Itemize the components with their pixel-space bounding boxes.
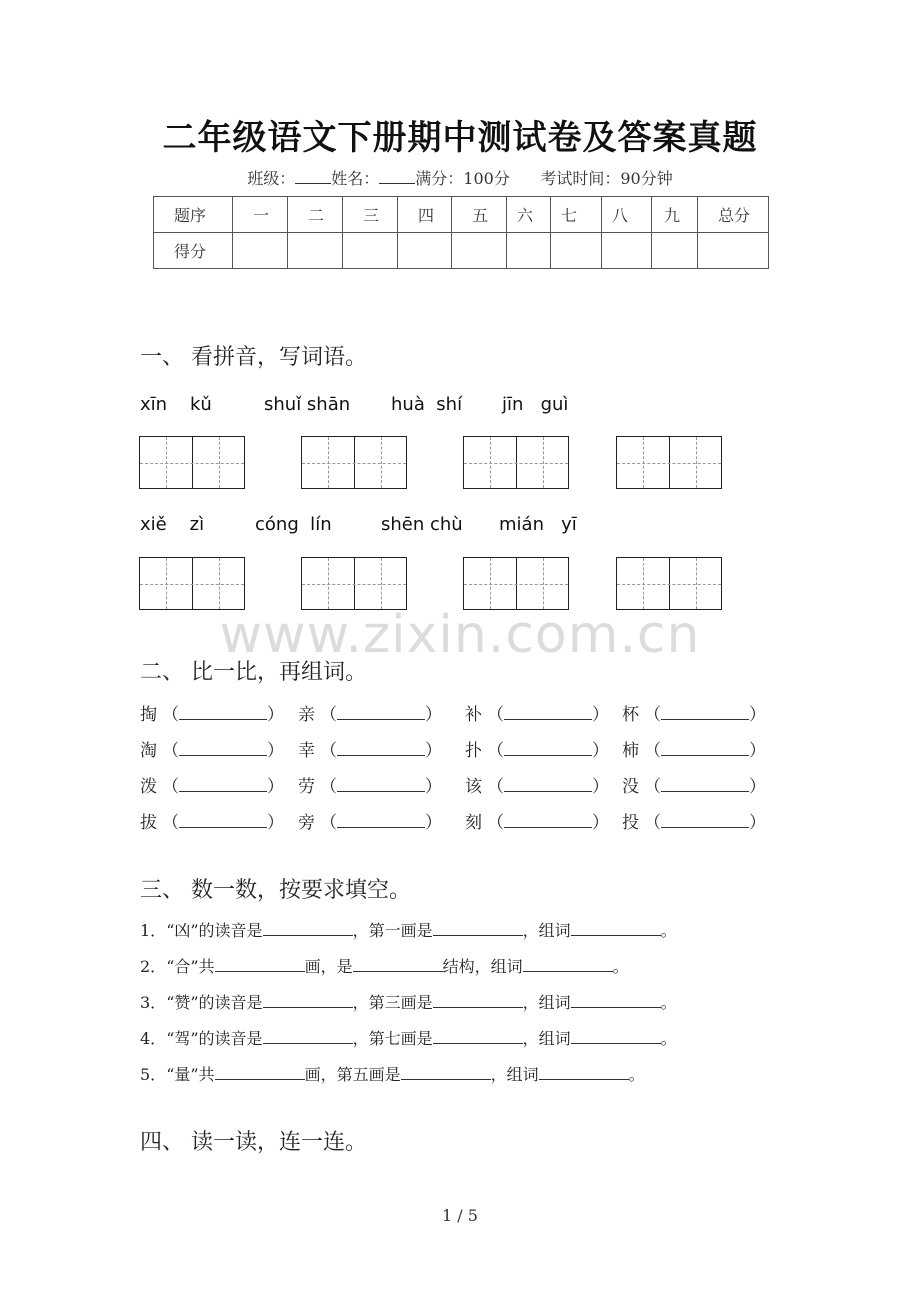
time-label: 考试时间：90分钟	[540, 169, 673, 188]
answer-blank[interactable]	[263, 993, 353, 1008]
answer-blank[interactable]	[215, 957, 305, 972]
score-cell[interactable]	[652, 233, 698, 269]
page-title: 二年级语文下册期中测试卷及答案真题	[162, 118, 758, 158]
writing-grid-box[interactable]	[463, 436, 569, 489]
compare-item[interactable]: 没 （ ）	[622, 777, 766, 797]
score-cell[interactable]	[452, 233, 507, 269]
writing-grid-box[interactable]	[616, 557, 722, 610]
table-cell: 九	[652, 197, 698, 233]
name-label: 姓名：	[331, 169, 380, 188]
question-line: 4．“驾”的读音是 ，第七画是 ，组词 。	[140, 1029, 677, 1048]
section-1-title: 一、 看拼音，写词语。	[140, 345, 367, 370]
compare-item[interactable]: 旁 （ ）	[298, 813, 442, 833]
score-label: 满分：100分	[415, 169, 510, 188]
table-cell: 题序	[154, 197, 233, 233]
answer-blank[interactable]	[401, 1065, 491, 1080]
score-table-header-row	[154, 197, 769, 233]
score-cell[interactable]	[343, 233, 398, 269]
compare-item[interactable]: 刻 （ ）	[465, 813, 609, 833]
pinyin-label: xiě zì	[140, 514, 205, 535]
compare-item[interactable]: 投 （ ）	[622, 813, 766, 833]
answer-blank[interactable]	[263, 921, 353, 936]
question-line: 1．“凶”的读音是 ，第一画是 ，组词 。	[140, 921, 677, 940]
compare-item[interactable]: 泼 （ ）	[140, 777, 284, 797]
score-table	[153, 196, 769, 269]
table-cell: 二	[288, 197, 343, 233]
compare-item[interactable]: 扑 （ ）	[465, 741, 609, 761]
score-cell[interactable]	[398, 233, 452, 269]
score-cell[interactable]	[507, 233, 551, 269]
compare-item[interactable]: 杯 （ ）	[622, 705, 766, 725]
compare-item[interactable]: 掏 （ ）	[140, 705, 284, 725]
score-cell[interactable]	[602, 233, 652, 269]
answer-blank[interactable]	[433, 1029, 523, 1044]
answer-blank[interactable]	[433, 921, 523, 936]
question-line: 2．“合”共 画，是 结构，组词 。	[140, 957, 629, 976]
exam-info	[0, 166, 920, 189]
answer-blank[interactable]	[523, 957, 613, 972]
answer-blank[interactable]	[571, 921, 661, 936]
page-number: 1 / 5	[442, 1206, 478, 1225]
answer-blank[interactable]	[539, 1065, 629, 1080]
watermark: www.zixin.com.cn	[219, 605, 701, 665]
table-cell: 四	[398, 197, 452, 233]
class-blank[interactable]	[295, 169, 331, 184]
question-line: 5．“量”共 画，第五画是 ，组词 。	[140, 1065, 645, 1084]
section-2-title: 二、 比一比，再组词。	[140, 660, 367, 685]
compare-item[interactable]: 拔 （ ）	[140, 813, 284, 833]
compare-item[interactable]: 补 （ ）	[465, 705, 609, 725]
writing-grid-box[interactable]	[463, 557, 569, 610]
score-cell[interactable]	[288, 233, 343, 269]
compare-item[interactable]: 亲 （ ）	[298, 705, 442, 725]
score-table-score-row	[154, 233, 769, 269]
table-cell: 七	[551, 197, 602, 233]
table-cell: 八	[602, 197, 652, 233]
compare-item[interactable]: 淘 （ ）	[140, 741, 284, 761]
table-cell: 六	[507, 197, 551, 233]
score-cell[interactable]	[551, 233, 602, 269]
pinyin-label: shēn chù	[381, 514, 463, 535]
answer-blank[interactable]	[263, 1029, 353, 1044]
section-3-title: 三、 数一数，按要求填空。	[140, 878, 411, 903]
compare-item[interactable]: 幸 （ ）	[298, 741, 442, 761]
table-cell: 得分	[154, 233, 233, 269]
score-cell[interactable]	[233, 233, 288, 269]
answer-blank[interactable]	[353, 957, 443, 972]
table-cell: 三	[343, 197, 398, 233]
table-cell: 总分	[698, 197, 769, 233]
pinyin-label: xīn kǔ	[140, 394, 212, 415]
pinyin-label: shuǐ shān	[264, 394, 351, 415]
writing-grid-box[interactable]	[301, 436, 407, 489]
writing-grid-box[interactable]	[616, 436, 722, 489]
name-blank[interactable]	[379, 169, 415, 184]
pinyin-label: jīn guì	[502, 394, 569, 415]
table-cell: 五	[452, 197, 507, 233]
answer-blank[interactable]	[571, 993, 661, 1008]
answer-blank[interactable]	[215, 1065, 305, 1080]
score-cell[interactable]	[698, 233, 769, 269]
pinyin-label: huà shí	[391, 394, 463, 415]
table-cell: 一	[233, 197, 288, 233]
writing-grid-box[interactable]	[301, 557, 407, 610]
pinyin-label: mián yī	[499, 514, 577, 535]
question-line: 3．“赞”的读音是 ，第三画是 ，组词 。	[140, 993, 677, 1012]
writing-grid-box[interactable]	[139, 557, 245, 610]
compare-item[interactable]: 该 （ ）	[465, 777, 609, 797]
compare-item[interactable]: 劳 （ ）	[298, 777, 442, 797]
answer-blank[interactable]	[571, 1029, 661, 1044]
compare-item[interactable]: 柿 （ ）	[622, 741, 766, 761]
writing-grid-box[interactable]	[139, 436, 245, 489]
answer-blank[interactable]	[433, 993, 523, 1008]
section-4-title: 四、 读一读，连一连。	[140, 1130, 367, 1155]
class-label: 班级：	[247, 169, 296, 188]
pinyin-label: cóng lín	[255, 514, 332, 535]
